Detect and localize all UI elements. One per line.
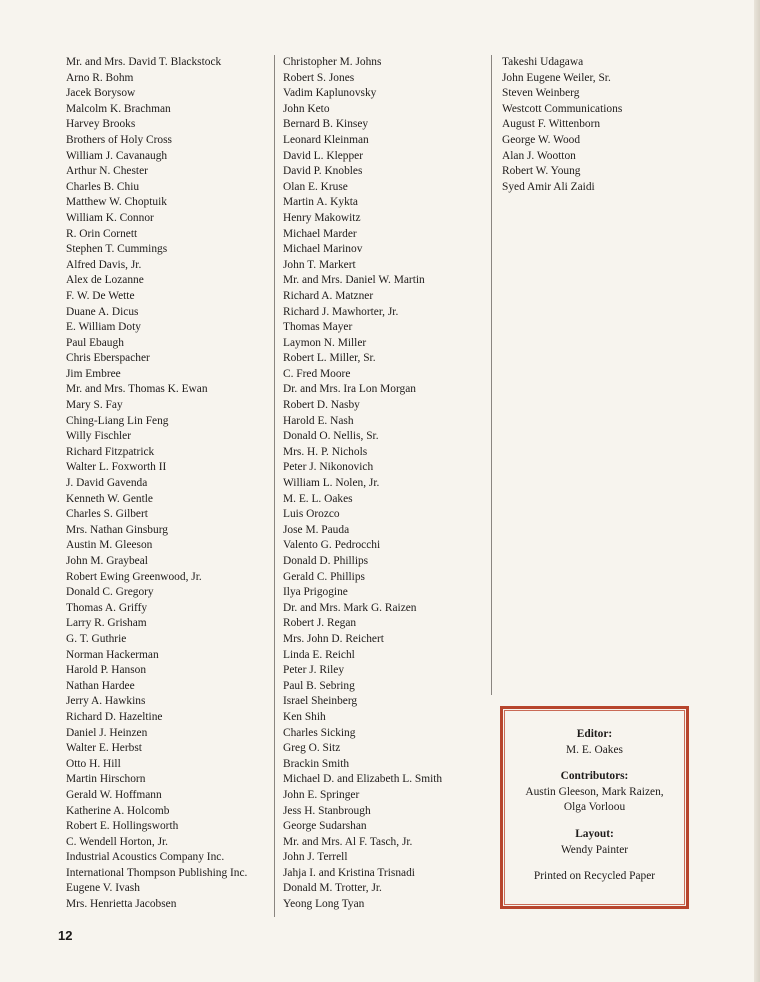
donor-name: Malcolm K. Brachman [66, 102, 171, 115]
contributors-line: Austin Gleeson, Mark Raizen, [525, 785, 664, 798]
donor-name: Chris Eberspacher [66, 352, 150, 365]
donor-name: Mr. and Mrs. David T. Blackstock [66, 56, 222, 68]
donor-name: Michael Marder [283, 227, 357, 240]
editor-name: M. E. Oakes [566, 743, 623, 756]
credits-box [500, 706, 689, 909]
donor-name: Willy Fischler [66, 430, 132, 443]
donor-name: R. Orin Cornett [66, 227, 138, 240]
donor-name: Greg O. Sitz [283, 742, 341, 755]
donor-name: Yeong Long Tyan [283, 898, 365, 911]
donor-name: Vadim Kaplunovsky [283, 87, 377, 100]
donor-name: Kenneth W. Gentle [66, 492, 153, 505]
donor-name: International Thompson Publishing Inc. [66, 866, 248, 879]
donor-name: Robert S. Jones [283, 71, 355, 84]
donor-name: Ilya Prigogine [283, 586, 348, 599]
donor-name: Mrs. H. P. Nichols [283, 445, 368, 458]
donor-name: Robert Ewing Greenwood, Jr. [66, 570, 202, 583]
donor-name: Valento G. Pedrocchi [283, 539, 381, 552]
donor-column-1 [66, 55, 247, 913]
donor-name: Jerry A. Hawkins [66, 695, 146, 708]
donor-name: John J. Terrell [283, 851, 348, 864]
donor-name: Richard A. Matzner [283, 289, 374, 302]
donor-name: Stephen T. Cummings [66, 243, 168, 256]
donor-name: Duane A. Dicus [66, 305, 139, 318]
donor-name: Henry Makowitz [283, 211, 361, 224]
donor-name: Jim Embree [66, 367, 121, 380]
donor-name: Jacek Borysow [66, 87, 136, 100]
donor-name: Charles B. Chiu [66, 180, 140, 193]
donor-name: Steven Weinberg [502, 87, 580, 100]
donor-name: M. E. L. Oakes [283, 492, 353, 505]
donor-name: George W. Wood [502, 133, 581, 146]
donor-name: Mrs. Henrietta Jacobsen [66, 898, 177, 911]
donor-name: David P. Knobles [283, 165, 363, 178]
donor-name: Syed Amir Ali Zaidi [502, 180, 595, 193]
recycled-note: Printed on Recycled Paper [533, 870, 656, 883]
donor-name: Mary S. Fay [66, 399, 123, 412]
donor-name: Laymon N. Miller [283, 336, 367, 349]
donor-name: Nathan Hardee [66, 679, 135, 692]
donor-name: F. W. De Wette [66, 289, 135, 302]
donor-name: Charles Sicking [283, 726, 356, 739]
donor-name: Donald C. Gregory [66, 586, 154, 599]
donor-name: Olan E. Kruse [283, 180, 348, 193]
column-divider [491, 55, 492, 695]
donor-name: Brackin Smith [283, 757, 350, 770]
donor-name: Eugene V. Ivash [66, 882, 140, 895]
donor-name: Martin A. Kykta [283, 196, 358, 209]
donor-name: David L. Klepper [283, 149, 364, 162]
donor-name: Paul B. Sebring [283, 679, 355, 692]
donor-name: Jose M. Pauda [283, 523, 350, 536]
donor-name: Westcott Communications [502, 102, 623, 115]
donor-name: William L. Nolen, Jr. [283, 477, 380, 490]
donor-name: Alan J. Wootton [502, 149, 576, 162]
donor-name: Walter E. Herbst [66, 742, 142, 755]
donor-name: C. Wendell Horton, Jr. [66, 835, 169, 848]
donor-name: Robert D. Nasby [283, 399, 360, 412]
donor-name: Leonard Kleinman [283, 133, 369, 146]
contributors-label: Contributors: [560, 770, 629, 783]
donor-name: Ken Shih [283, 710, 326, 723]
donor-name: Donald D. Phillips [283, 555, 369, 567]
donor-name: Gerald W. Hoffmann [66, 788, 162, 801]
donor-name: Ching-Liang Lin Feng [66, 414, 169, 427]
layout-name: Wendy Painter [560, 843, 629, 856]
donor-name: John E. Springer [283, 788, 360, 801]
donor-name: August F. Wittenborn [502, 118, 601, 131]
donor-name: Takeshi Udagawa [502, 56, 584, 68]
donor-name: Richard J. Mawhorter, Jr. [283, 305, 399, 318]
donor-name: Bernard B. Kinsey [283, 118, 369, 131]
donor-name: Industrial Acoustics Company Inc. [66, 851, 225, 864]
donor-name: Mr. and Mrs. Thomas K. Ewan [66, 383, 208, 396]
donor-name: Norman Hackerman [66, 648, 159, 661]
donor-name: Robert E. Hollingsworth [66, 820, 179, 833]
donor-name: Gerald C. Phillips [283, 570, 365, 583]
donor-name: Luis Orozco [283, 508, 340, 521]
donor-name: Linda E. Reichl [283, 648, 355, 661]
donor-name: Arno R. Bohm [66, 71, 134, 84]
donor-name: C. Fred Moore [283, 367, 351, 380]
donor-name: E. William Doty [66, 321, 141, 334]
donor-name: Richard Fitzpatrick [66, 445, 155, 458]
donor-name: Otto H. Hill [66, 757, 121, 770]
donor-name: Harold E. Nash [283, 414, 354, 427]
donor-name: Mr. and Mrs. Daniel W. Martin [283, 274, 425, 287]
editor-block [503, 727, 686, 758]
donor-name: Jahja I. and Kristina Trisnadi [283, 866, 415, 879]
donor-name: William J. Cavanaugh [66, 149, 168, 162]
contributors-block [503, 769, 686, 816]
donor-name: Michael D. and Elizabeth L. Smith [283, 773, 443, 786]
donor-name: Donald M. Trotter, Jr. [283, 882, 382, 895]
donor-name: Harold P. Hanson [66, 664, 147, 677]
donor-name: Mrs. Nathan Ginsburg [66, 523, 168, 536]
layout-label: Layout: [575, 827, 614, 840]
donor-name: Katherine A. Holcomb [66, 804, 170, 817]
donor-name: Austin M. Gleeson [66, 539, 153, 552]
donor-name: Brothers of Holy Cross [66, 133, 172, 146]
donor-name: Jess H. Stanbrough [283, 804, 371, 817]
page-number: 12 [58, 928, 73, 943]
donor-column-3 [502, 55, 622, 195]
donor-name: Paul Ebaugh [66, 336, 124, 349]
donor-name: Donald O. Nellis, Sr. [283, 430, 379, 443]
donor-column-2 [283, 55, 442, 913]
donor-name: Israel Sheinberg [283, 695, 358, 708]
donor-name: Mr. and Mrs. Al F. Tasch, Jr. [283, 835, 413, 848]
donor-name: Peter J. Nikonovich [283, 461, 374, 474]
editor-label: Editor: [576, 728, 613, 740]
donor-name: Larry R. Grisham [66, 617, 147, 630]
donor-name: John M. Graybeal [66, 555, 148, 567]
donor-name: Dr. and Mrs. Mark G. Raizen [283, 601, 417, 614]
donor-name: John T. Markert [283, 258, 356, 271]
donor-name: Mrs. John D. Reichert [283, 632, 384, 645]
donor-name: William K. Connor [66, 211, 154, 224]
donor-name: Dr. and Mrs. Ira Lon Morgan [283, 383, 416, 396]
donor-name: John Eugene Weiler, Sr. [502, 71, 611, 84]
column-divider [274, 55, 275, 917]
donor-name: John Keto [283, 102, 330, 115]
donor-name: G. T. Guthrie [66, 632, 127, 645]
donor-name: Walter L. Foxworth II [66, 461, 167, 474]
donor-name: Alfred Davis, Jr. [66, 258, 142, 271]
donor-name: Thomas Mayer [283, 321, 353, 334]
contributors-line: Olga Vorloou [563, 801, 626, 814]
donor-name: Richard D. Hazeltine [66, 710, 163, 723]
donor-name: Alex de Lozanne [66, 274, 144, 287]
donor-name: Robert L. Miller, Sr. [283, 352, 376, 365]
donor-name: Harvey Brooks [66, 118, 136, 131]
layout-block [503, 827, 686, 858]
donor-name: Robert W. Young [502, 165, 581, 178]
donor-name: Thomas A. Griffy [66, 601, 148, 614]
donor-name: Christopher M. Johns [283, 56, 382, 68]
donor-name: Arthur N. Chester [66, 165, 148, 178]
donor-name: Robert J. Regan [283, 617, 357, 630]
donor-name: J. David Gavenda [66, 477, 148, 490]
donor-name: George Sudarshan [283, 820, 367, 833]
donor-name: Matthew W. Choptuik [66, 196, 167, 209]
donor-name: Charles S. Gilbert [66, 508, 148, 521]
donor-name: Peter J. Riley [283, 664, 345, 677]
donor-name: Martin Hirschorn [66, 773, 146, 786]
donor-name: Michael Marinov [283, 243, 363, 256]
page-edge [754, 0, 760, 982]
donor-name: Daniel J. Heinzen [66, 726, 148, 739]
